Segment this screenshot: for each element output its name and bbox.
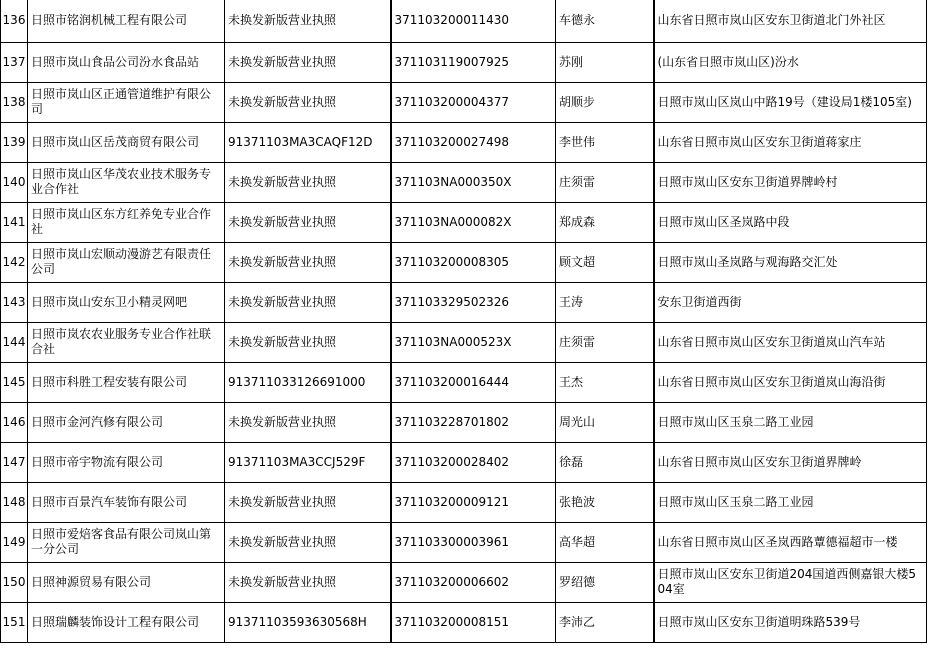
license-status-cell: 未换发新版营业执照 [225,202,391,242]
address-cell: (山东省日照市岚山区)汾水 [654,42,927,82]
table-row [1,242,927,282]
license-status-cell: 91371103MA3CCJ529F [225,442,391,482]
row-number-cell: 145 [1,362,28,402]
company-name-cell: 日照市岚山区华茂农业技术服务专业合作社 [28,162,225,202]
table-row [1,202,927,242]
license-status-cell: 91371103MA3CAQF12D [225,122,391,162]
license-status-cell: 未换发新版营业执照 [225,482,391,522]
license-status-cell: 913711033126691000 [225,362,391,402]
company-name-cell: 日照市金河汽修有限公司 [28,402,225,442]
address-cell: 日照市岚山区玉泉二路工业园 [654,402,927,442]
license-status-cell: 未换发新版营业执照 [225,562,391,602]
row-number-cell: 139 [1,122,28,162]
license-status-cell: 未换发新版营业执照 [225,42,391,82]
address-cell: 日照市岚山区安东卫街道明珠路539号 [654,602,927,642]
table-row [1,602,927,642]
company-name-cell: 日照市岚山食品公司汾水食品站 [28,42,225,82]
company-name-cell: 日照市岚山区岳茂商贸有限公司 [28,122,225,162]
company-name-cell: 日照市爱焙客食品有限公司岚山第一分公司 [28,522,225,562]
company-name-cell: 日照市岚山区东方红养免专业合作社 [28,202,225,242]
registration-number-cell: 371103200028402 [391,442,556,482]
row-number-cell: 137 [1,42,28,82]
license-status-cell: 未换发新版营业执照 [225,282,391,322]
address-cell: 日照市岚山圣岚路与观海路交汇处 [654,242,927,282]
registration-number-cell: 371103200016444 [391,362,556,402]
address-cell: 山东省日照市岚山区圣岚西路蕈德福超市一楼 [654,522,927,562]
legal-representative-cell: 顾文超 [556,242,654,282]
registration-number-cell: 371103200004377 [391,82,556,122]
row-number-cell: 136 [1,0,28,42]
license-status-cell: 91371103593630568H [225,602,391,642]
legal-representative-cell: 李世伟 [556,122,654,162]
legal-representative-cell: 庄须雷 [556,322,654,362]
row-number-cell: 144 [1,322,28,362]
legal-representative-cell: 庄须雷 [556,162,654,202]
license-status-cell: 未换发新版营业执照 [225,82,391,122]
registration-number-cell: 371103200006602 [391,562,556,602]
address-cell: 日照市岚山区安东卫街道界牌岭村 [654,162,927,202]
registration-number-cell: 371103228701802 [391,402,556,442]
registration-number-cell: 371103200008305 [391,242,556,282]
row-number-cell: 142 [1,242,28,282]
row-number-cell: 140 [1,162,28,202]
license-status-cell: 未换发新版营业执照 [225,0,391,42]
registration-number-cell: 371103119007925 [391,42,556,82]
company-name-cell: 日照市岚山安东卫小精灵网吧 [28,282,225,322]
registration-number-cell: 371103200009121 [391,482,556,522]
registration-number-cell: 371103NA000523X [391,322,556,362]
company-name-cell: 日照市岚山宏顺动漫游艺有限责任公司 [28,242,225,282]
table-row [1,522,927,562]
registration-number-cell: 371103329502326 [391,282,556,322]
legal-representative-cell: 车德永 [556,0,654,42]
table-row [1,362,927,402]
table-row [1,562,927,602]
registration-number-cell: 371103NA000082X [391,202,556,242]
table-row [1,282,927,322]
address-cell: 山东省日照市岚山区安东卫街道蒋家庄 [654,122,927,162]
legal-representative-cell: 王杰 [556,362,654,402]
company-name-cell: 日照市铭润机械工程有限公司 [28,0,225,42]
company-name-cell: 日照市岚农农业服务专业合作社联合社 [28,322,225,362]
address-cell: 日照市岚山区岚山中路19号（建设局1楼105室) [654,82,927,122]
table-row [1,442,927,482]
row-number-cell: 148 [1,482,28,522]
company-name-cell: 日照市百景汽车装饰有限公司 [28,482,225,522]
license-status-cell: 未换发新版营业执照 [225,402,391,442]
table-body [1,0,927,642]
table-row [1,42,927,82]
registration-number-cell: 371103NA000350X [391,162,556,202]
legal-representative-cell: 李沛乙 [556,602,654,642]
address-cell: 山东省日照市岚山区安东卫街道岚山汽车站 [654,322,927,362]
license-status-cell: 未换发新版营业执照 [225,522,391,562]
company-name-cell: 日照市科胜工程安装有限公司 [28,362,225,402]
row-number-cell: 147 [1,442,28,482]
company-name-cell: 日照神源贸易有限公司 [28,562,225,602]
address-cell: 山东省日照市岚山区安东卫街道北门外社区 [654,0,927,42]
legal-representative-cell: 苏刚 [556,42,654,82]
row-number-cell: 141 [1,202,28,242]
legal-representative-cell: 罗绍德 [556,562,654,602]
row-number-cell: 151 [1,602,28,642]
table-row [1,162,927,202]
address-cell: 日照市岚山区安东卫街道204国道西侧嘉银大楼504室 [654,562,927,602]
address-cell: 山东省日照市岚山区安东卫街道界牌岭 [654,442,927,482]
license-status-cell: 未换发新版营业执照 [225,162,391,202]
legal-representative-cell: 王涛 [556,282,654,322]
legal-representative-cell: 高华超 [556,522,654,562]
registration-number-cell: 371103200011430 [391,0,556,42]
address-cell: 山东省日照市岚山区安东卫街道岚山海沿街 [654,362,927,402]
company-name-cell: 日照瑞麟装饰设计工程有限公司 [28,602,225,642]
address-cell: 日照市岚山区玉泉二路工业园 [654,482,927,522]
row-number-cell: 150 [1,562,28,602]
table-row [1,122,927,162]
registration-number-cell: 371103300003961 [391,522,556,562]
legal-representative-cell: 郑成森 [556,202,654,242]
registration-number-cell: 371103200008151 [391,602,556,642]
table-row [1,322,927,362]
company-name-cell: 日照市帝宇物流有限公司 [28,442,225,482]
legal-representative-cell: 张艳波 [556,482,654,522]
table-row [1,402,927,442]
address-cell: 日照市岚山区圣岚路中段 [654,202,927,242]
table-row [1,82,927,122]
row-number-cell: 146 [1,402,28,442]
address-cell: 安东卫街道西街 [654,282,927,322]
license-status-cell: 未换发新版营业执照 [225,322,391,362]
company-name-cell: 日照市岚山区正通管道维护有限公司 [28,82,225,122]
table-row [1,0,927,42]
row-number-cell: 149 [1,522,28,562]
legal-representative-cell: 徐磊 [556,442,654,482]
registration-number-cell: 371103200027498 [391,122,556,162]
row-number-cell: 143 [1,282,28,322]
license-status-cell: 未换发新版营业执照 [225,242,391,282]
legal-representative-cell: 胡顺步 [556,82,654,122]
legal-representative-cell: 周光山 [556,402,654,442]
table-row [1,482,927,522]
row-number-cell: 138 [1,82,28,122]
